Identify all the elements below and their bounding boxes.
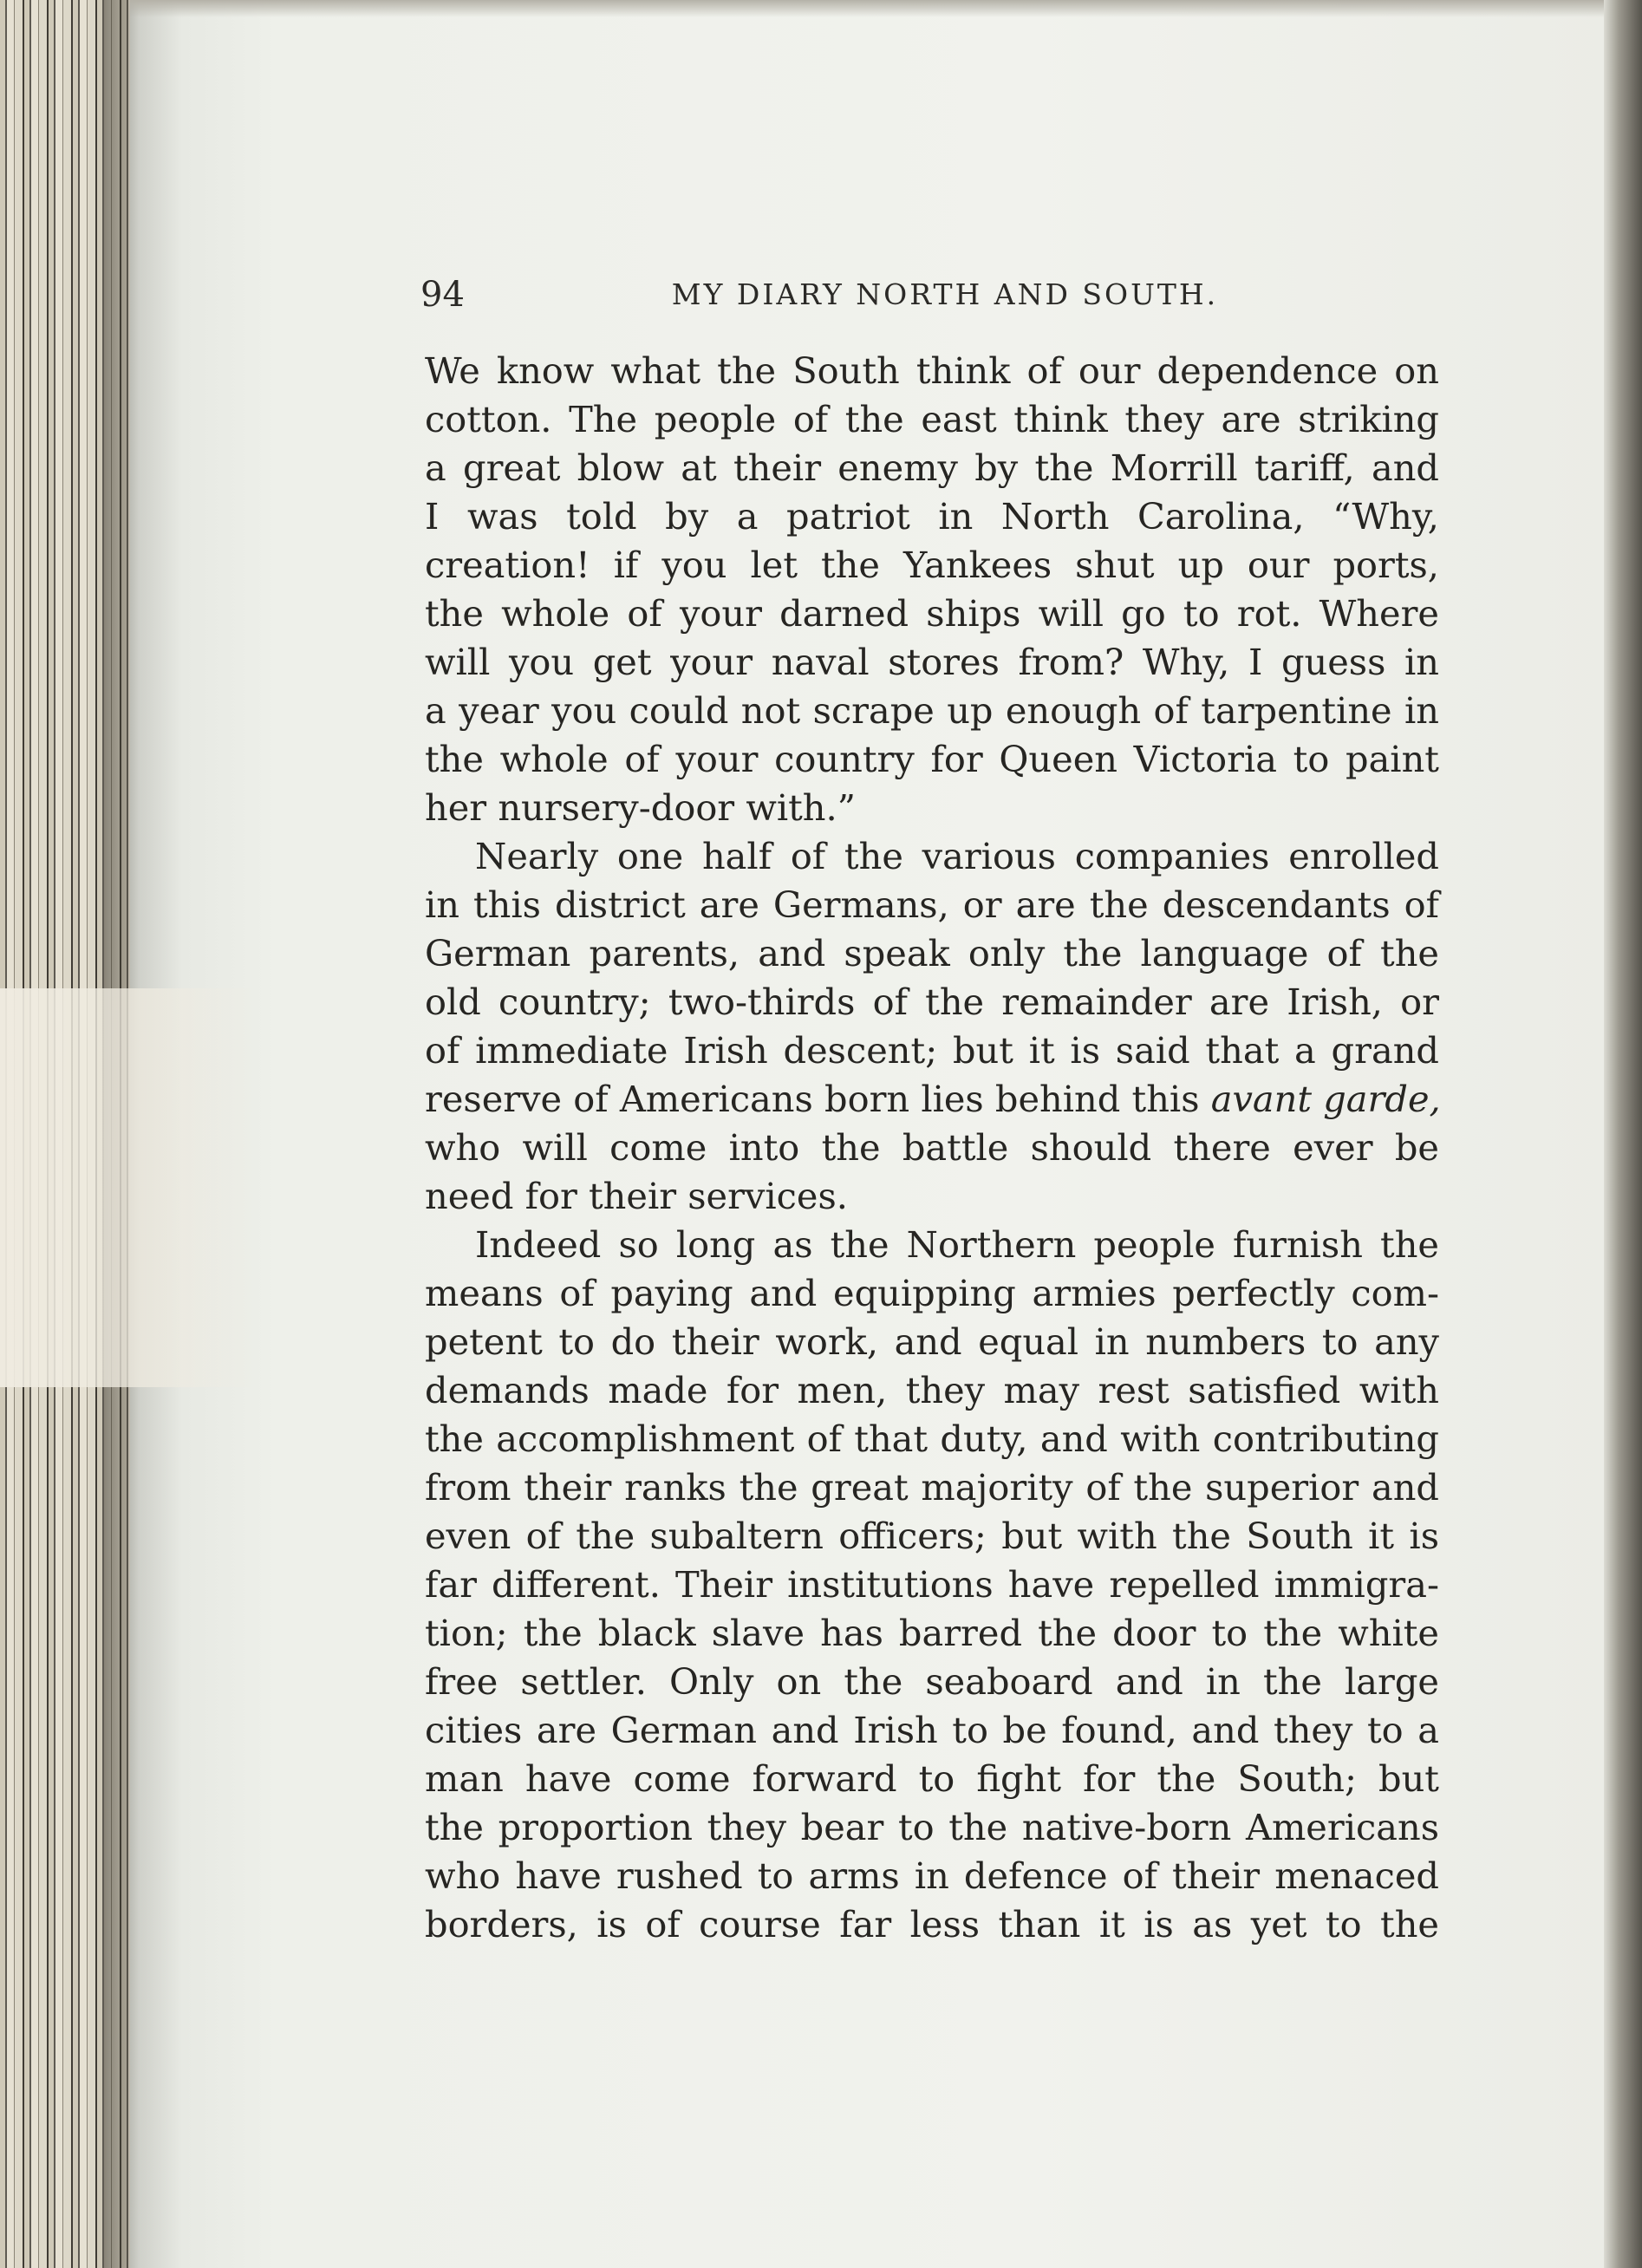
right-edge-shadow [1604, 0, 1642, 2268]
paragraph-1 [425, 347, 1439, 832]
text-line: German parents, and speak only the language of the [425, 932, 1439, 974]
text-line: the proportion they bear to the native-born Americans [425, 1806, 1439, 1848]
text-line: a great blow at their enemy by the Morrill tariff, and [425, 446, 1439, 489]
paragraph-3 [425, 1221, 1439, 1949]
text-line: the accomplishment of that duty, and with contributing [425, 1418, 1439, 1460]
page-stack-highlight [0, 988, 260, 1387]
text-line: from their ranks the great majority of the superior and [425, 1466, 1439, 1509]
text-line: free settler. Only on the seaboard and in the large [425, 1660, 1439, 1703]
page-header [420, 269, 1443, 321]
text-line: cities are German and Irish to be found, and they to a [425, 1709, 1439, 1751]
page-number: 94 [420, 275, 465, 315]
text-line: even of the subaltern officers; but with the South it is [425, 1515, 1439, 1557]
paragraph-2 [425, 832, 1439, 1221]
running-head: MY DIARY NORTH AND SOUTH. [671, 277, 1219, 311]
text-line: cotton. The people of the east think they are striking [425, 398, 1439, 440]
text-line: tion; the black slave has barred the door to the white [425, 1612, 1439, 1654]
italic-phrase: avant garde, [1210, 1078, 1441, 1120]
text-line: demands made for men, they may rest satisfied with [425, 1369, 1439, 1411]
text-line: We know what the South think of our dependence on [425, 349, 1439, 392]
text-segment: reserve of Americans born lies behind this [425, 1078, 1211, 1120]
text-line: man have come forward to fight for the South; but [425, 1757, 1439, 1800]
text-line: creation! if you let the Yankees shut up our ports, [425, 544, 1439, 586]
text-line: far different. Their institutions have repelled immigra- [425, 1563, 1439, 1606]
text-line: Indeed so long as the Northern people furnish the [475, 1223, 1439, 1266]
body-text [425, 347, 1439, 1949]
text-line: in this district are Germans, or are the descendants of [425, 883, 1439, 926]
text-line: will you get your naval stores from? Why, I guess in [425, 641, 1439, 683]
text-line: means of paying and equipping armies perfectly com- [425, 1272, 1439, 1314]
text-line: the whole of your darned ships will go to rot. Where [425, 592, 1439, 635]
text-line: her nursery-door with.” [425, 786, 856, 829]
text-line: Nearly one half of the various companies enrolled [475, 835, 1439, 877]
text-line: who have rushed to arms in defence of their menaced [425, 1854, 1439, 1897]
text-line: I was told by a patriot in North Carolina, “Why, [425, 495, 1439, 538]
text-line: a year you could not scrape up enough of tarpentine in [425, 689, 1439, 732]
text-line: the whole of your country for Queen Victoria to paint [425, 738, 1439, 780]
text-line: petent to do their work, and equal in numbers to any [425, 1320, 1439, 1363]
top-edge-shadow [130, 0, 1621, 17]
text-line: who will come into the battle should there ever be [425, 1126, 1439, 1169]
text-line: old country; two-thirds of the remainder are Irish, or [425, 981, 1439, 1023]
text-line: borders, is of course far less than it is as yet to the [425, 1903, 1439, 1945]
text-line-with-italic [425, 1075, 1439, 1124]
text-line: of immediate Irish descent; but it is said that a grand [425, 1029, 1439, 1072]
text-line: need for their services. [425, 1175, 848, 1217]
